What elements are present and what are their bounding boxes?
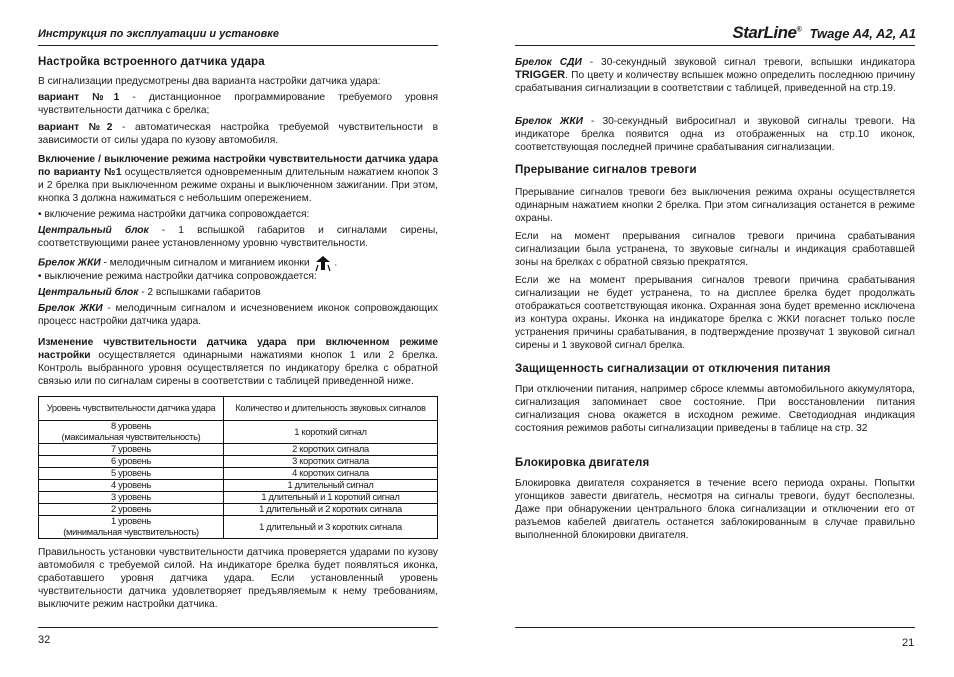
engine-paragraph: Блокировка двигателя сохраняется в течение всего периода охраны. Попытки угонщиков завести двигатель, несмотря на сигналы тревоги, будут бесполезны. Даже при обнаружении центрального блока сигнализации и отключении его от разъемов кабелей двигатель останется заблокированным в случае правильно выполненной блокировки двигателя.: [515, 478, 915, 541]
sensitivity-table: [38, 396, 438, 539]
signal-cell: 1 длительный и 1 короткий сигнал: [224, 492, 438, 504]
page-number-left: 32: [38, 634, 51, 646]
level-cell: 8 уровень (максимальная чувствительность): [39, 421, 224, 444]
level-cell: 6 уровень: [39, 456, 224, 468]
interrupt-p2: Если на момент прерывания сигналов тревоги причина срабатывания сигнализации была устранена, то звуковые сигналы и индикация сработавшей зоны на брелках с обратной связью прекратятся.: [515, 231, 915, 268]
table-row: [39, 456, 438, 468]
table-row: [39, 421, 438, 444]
header-rule-right: [515, 45, 915, 46]
running-header-left: Инструкция по эксплуатации и установке: [38, 28, 279, 40]
table-row: [39, 480, 438, 492]
section-title-interrupt: Прерывание сигналов тревоги: [515, 164, 697, 176]
signal-cell: 1 короткий сигнал: [224, 421, 438, 444]
section-title-shock-sensor: Настройка встроенного датчика удара: [38, 56, 265, 68]
brand-logo: StarLine®: [732, 23, 802, 42]
section-title-engine: Блокировка двигателя: [515, 457, 650, 469]
footer-rule-left: [38, 627, 438, 628]
table-row: [39, 504, 438, 516]
variant-2-paragraph: вариант №2 - автоматическая настройка требуемой чувствительности в зависимости от силы удара по кузову автомобиля.: [38, 122, 438, 146]
model-name: Twage A4, A2, A1: [809, 26, 916, 41]
table-header-signals: Количество и длительность звуковых сигналов: [224, 397, 438, 421]
table-row: [39, 468, 438, 480]
signal-cell: 1 длительный и 2 коротких сигнала: [224, 504, 438, 516]
table-header-level: Уровень чувствительности датчика удара: [39, 397, 224, 421]
level-cell: 4 уровень: [39, 480, 224, 492]
level-cell: 7 уровень: [39, 444, 224, 456]
signal-cell: 1 длительный и 3 коротких сигнала: [224, 516, 438, 539]
interrupt-p3: Если же на момент прерывания сигналов тревоги причина срабатывания сигнализации не будет устранена, то на дисплее брелка будет продолжать отображаться соответствующая иконка. Охранная зона будет временно исключена из контура охраны. Иконка на индикаторе брелка с ЖКИ погаснет только после устранения причины срабатывания, в подтверждение прозвучат 1 звуковой сигнал сирены и 1 звуковой сигнал брелка.: [515, 275, 915, 351]
level-cell: 1 уровень (минимальная чувствительность): [39, 516, 224, 539]
level-cell: 5 уровень: [39, 468, 224, 480]
sdi-paragraph: Брелок СДИ - 30-секундный звуковой сигнал тревоги, вспышки индикатора TRIGGER. По цвету и количеству вспышек можно определить последнюю причину срабатывания сигнализации в соответствии с таблицей, приведенной на стр.19.: [515, 57, 915, 94]
signal-cell: 3 коротких сигнала: [224, 456, 438, 468]
page-number-right: 21: [902, 637, 915, 649]
table-row: [39, 444, 438, 456]
signal-cell: 4 коротких сигнала: [224, 468, 438, 480]
signal-cell: 2 коротких сигнала: [224, 444, 438, 456]
lcd-off-paragraph: Брелок ЖКИ - мелодичным сигналом и исчезновением иконок сопровождающих процесс настройки датчика удара.: [38, 303, 438, 327]
final-paragraph: Правильность установки чувствительности датчика проверяется ударами по кузову автомобиля с требуемой силой. На индикаторе брелка будет появляться иконка, сработавшего уровня датчика удара. Если установленный уровень чувствительности датчика удовлетворяет предъявляемым к нему требованиям, выключите режим настройки датчика.: [38, 547, 438, 610]
off-bullet: • выключение режима настройки датчика сопровождается:: [38, 271, 317, 282]
signal-cell: 1 длительный сигнал: [224, 480, 438, 492]
change-paragraph: Изменение чувствительности датчика удара при включенном режиме настройки осуществляется одинарными нажатиями кнопок 1 или 2 брелка. Контроль выбранного уровня осуществляется по индикатору брелка с обратной связью или по сигналам сирены в соответствии с таблицей приведенной ниже.: [38, 337, 438, 387]
power-paragraph: При отключении питания, например сбросе клеммы автомобильного аккумулятора, сигнализация запоминает свое состояние. При восстановлении питания сигнализация снова окажется в исходном режиме. Светодиодная индикация состояния режимов работы сигнализации приведены в таблице на стр. 32: [515, 384, 915, 434]
on-bullet: • включение режима настройки датчика сопровождается:: [38, 209, 310, 220]
table-row: [39, 516, 438, 539]
interrupt-p1: Прерывание сигналов тревоги без выключения режима охраны осуществляется одинарным нажатием кнопки 2 брелка. При этом сигнализация останется в режиме охраны.: [515, 187, 915, 224]
lcd-on-paragraph: Брелок ЖКИ - мелодичным сигналом и миганием иконки .: [38, 253, 438, 273]
cb-off-paragraph: Центральный блок - 2 вспышками габаритов: [38, 287, 261, 298]
variant-1-paragraph: вариант №1 - дистанционное программирование требуемого уровня чувствительности датчика с брелка;: [38, 92, 438, 116]
footer-rule-right: [515, 627, 915, 628]
level-cell: 2 уровень: [39, 504, 224, 516]
intro-paragraph: В сигнализации предусмотрены два варианта настройки датчика удара:: [38, 76, 381, 87]
running-header-right: [732, 23, 916, 43]
level-cell: 3 уровень: [39, 492, 224, 504]
table-row: [39, 492, 438, 504]
section-title-power: Защищенность сигнализации от отключения питания: [515, 363, 831, 375]
lcd-alarm-paragraph: Брелок ЖКИ - 30-секундный вибросигнал и звуковой сигналы тревоги. На индикаторе брелка появится одна из отображенных на стр.10 иконок, соответствующая последней причине срабатывания сигнализации.: [515, 116, 915, 153]
cb-on-paragraph: Центральный блок - 1 вспышкой габаритов и сигналами сирены, соответствующими ранее установленному уровню чувствительности.: [38, 225, 439, 249]
onoff-paragraph: Включение / выключение режима настройки чувствительности датчика удара по варианту №1 осуществляется одновременным длительным нажатием кнопок 3 и 2 брелка при выключенном режиме охраны и выключенном зажигании. При этом, кнопка 3 должна нажиматься с небольшим опережением.: [38, 154, 438, 204]
header-rule-left: [38, 45, 438, 46]
